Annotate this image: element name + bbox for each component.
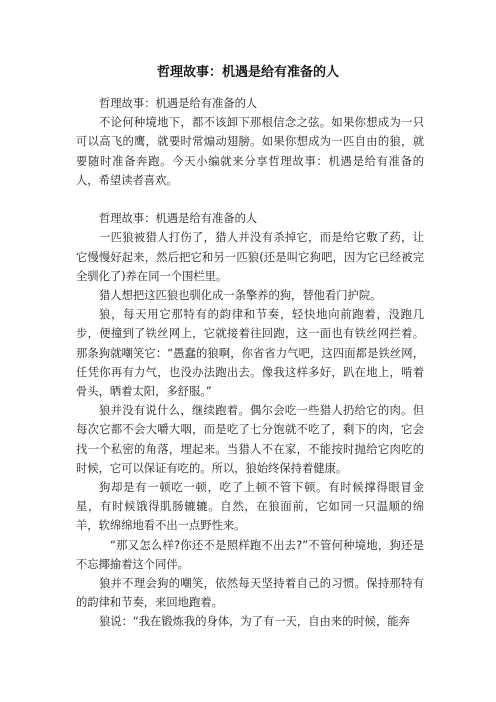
- document-body: [76, 94, 424, 632]
- story-paragraph: 狼并不理会狗的嘲笑，依然每天坚持着自己的习惯。保持那特有的韵律和节奏，来回地跑着。: [76, 577, 424, 610]
- section-heading: 哲理故事：机遇是给有准备的人: [99, 97, 258, 110]
- intro-paragraph: 不论何种境地下，都不该卸下那根信念之弦。如果你想成为一只可以高飞的鹰，就要时常煽动翅膀。如果你想成为一匹自由的狼，就要随时准备奔跑。今天小编就来分享哲理故事：机遇是给有准备的人，希望读者喜欢。: [76, 116, 424, 187]
- story-paragraph: 狼说：“我在锻炼我的身体，为了有一天，自由来的时候，能奔: [99, 615, 410, 629]
- story-paragraph: “那又怎么样?你还不是照样跑不出去?”不管何种境地，狗还是不忘揶揄着这个同伴。: [76, 538, 424, 571]
- paragraph-spacer: [76, 190, 424, 209]
- story-paragraph: 狗却是有一顿吃一顿，吃了上顿不管下顿。有时候撑得眼冒金星，有时候饿得肌肠辘辘。自然，在狼面前，它如同一只温顺的绵羊，软绵绵地看不出一点野性来。: [76, 481, 424, 533]
- story-paragraph: 一匹狼被猎人打伤了，猎人并没有杀掉它，而是给它敷了药，让它慢慢好起来，然后把它和另一匹狼(还是叫它狗吧，因为它已经被完全驯化了)养在同一个围栏里。: [76, 231, 424, 283]
- story-paragraph: 狼并没有说什么，继续跑着。偶尔会吃一些猎人扔给它的肉。但每次它都不会大嚼大咽，而是吃了七分饱就不吃了，剩下的肉，它会找一个私密的角落，埋起来。当猎人不在家，不能按时抛给它肉吃的时候，它可以保证有吃的。所以，狼始终保持着健康。: [76, 404, 424, 475]
- document-title: 哲理故事：机遇是给有准备的人: [156, 65, 339, 80]
- story-paragraph: 猎人想把这匹狼也驯化成一条擎养的狗，替他看门护院。: [99, 289, 382, 303]
- story-paragraph: 狼，每天用它那特有的韵律和节奏，轻快地向前跑着，没跑几步，便撞到了铁丝网上，它就接着往回跑，这一面也有铁丝网拦着。那条狗就嘲笑它：“愚蠢的狼啊，你省省力气吧，这四面都是铁丝网，任凭你再有力气，也没办法跑出去。像我这样多好，趴在地上，啃着骨头，晒着太阳，多舒服。”: [76, 308, 424, 399]
- section-heading: 哲理故事：机遇是给有准备的人: [99, 212, 258, 226]
